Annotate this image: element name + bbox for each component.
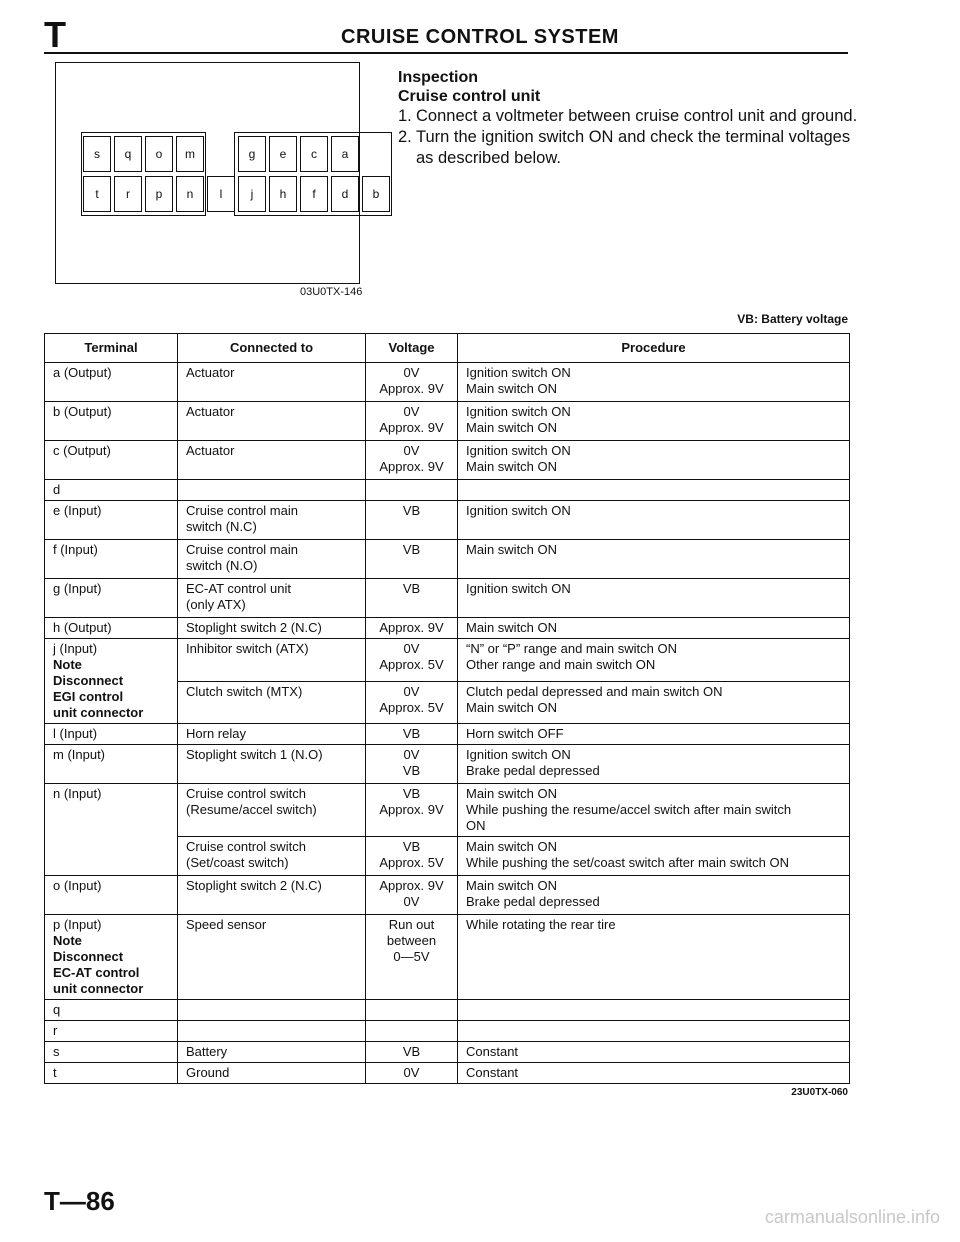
cell-procedure: Constant [458, 1042, 850, 1063]
connector-pin: d [331, 176, 359, 212]
cell-voltage: 0V Approx. 9V [366, 363, 458, 402]
table-row [45, 745, 850, 784]
cell-terminal: h (Output) [45, 618, 178, 639]
table-row [45, 784, 850, 837]
cell-connected: EC-AT control unit (only ATX) [178, 579, 366, 618]
table-row [45, 441, 850, 480]
cell-voltage: VB [366, 540, 458, 579]
cell-procedure: Main switch ON While pushing the resume/accel switch after main switch ON [458, 784, 850, 837]
connector-pin: l [207, 176, 235, 212]
table-row [45, 639, 850, 682]
cell-voltage: Approx. 9V [366, 618, 458, 639]
table-row [45, 480, 850, 501]
connector-pin: e [269, 136, 297, 172]
col-header-procedure: Procedure [458, 334, 850, 363]
cell-connected [178, 1021, 366, 1042]
connector-figure [55, 62, 380, 284]
connector-pin: s [83, 136, 111, 172]
cell-voltage [366, 480, 458, 501]
table-row [45, 618, 850, 639]
connector-diagram [83, 134, 392, 222]
cell-connected: Cruise control main switch (N.C) [178, 501, 366, 540]
col-header-voltage: Voltage [366, 334, 458, 363]
cell-procedure: While rotating the rear tire [458, 915, 850, 1000]
connector-pin: n [176, 176, 204, 212]
cell-connected: Battery [178, 1042, 366, 1063]
cell-connected: Clutch switch (MTX) [178, 681, 366, 724]
table-row [45, 363, 850, 402]
cell-terminal: s [45, 1042, 178, 1063]
step-number: 1. [398, 107, 412, 125]
step-text: Turn the ignition switch ON and check the terminal voltages as described below. [416, 128, 851, 167]
table-row [45, 1021, 850, 1042]
cell-connected: Actuator [178, 441, 366, 480]
cell-procedure: Ignition switch ON Brake pedal depressed [458, 745, 850, 784]
cell-voltage [366, 1021, 458, 1042]
connector-pin: t [83, 176, 111, 212]
inspection-step [398, 127, 858, 169]
cell-procedure [458, 1000, 850, 1021]
cell-voltage: VB [366, 501, 458, 540]
table-row [45, 915, 850, 1000]
connector-gap [207, 136, 238, 172]
cell-terminal: c (Output) [45, 441, 178, 480]
inspection-step [398, 106, 858, 127]
connector-pin: r [114, 176, 142, 212]
connector-pin: p [145, 176, 173, 212]
cell-procedure: Main switch ON [458, 618, 850, 639]
table-code: 23U0TX-060 [791, 1087, 848, 1098]
cell-terminal: d [45, 480, 178, 501]
cell-voltage: VB Approx. 9V [366, 784, 458, 837]
cell-terminal: b (Output) [45, 402, 178, 441]
cell-procedure: Ignition switch ON Main switch ON [458, 402, 850, 441]
connector-pin: c [300, 136, 328, 172]
connector-pin: j [238, 176, 266, 212]
terminal-label: j (Input) [53, 641, 98, 656]
terminal-label: p (Input) [53, 917, 102, 932]
table-row [45, 540, 850, 579]
cell-connected: Cruise control switch (Set/coast switch) [178, 837, 366, 876]
terminal-note: Note Disconnect EC-AT control unit connector [53, 933, 144, 996]
battery-voltage-note: VB: Battery voltage [737, 312, 848, 326]
cell-voltage: VB [366, 1042, 458, 1063]
cell-connected: Ground [178, 1063, 366, 1084]
table-row [45, 1000, 850, 1021]
cell-connected: Cruise control switch (Resume/accel switch) [178, 784, 366, 837]
cell-voltage: Run out between 0—5V [366, 915, 458, 1000]
cell-voltage: 0V Approx. 5V [366, 681, 458, 724]
cell-procedure: “N” or “P” range and main switch ON Other range and main switch ON [458, 639, 850, 682]
table-row [45, 501, 850, 540]
cell-terminal: n (Input) [45, 784, 178, 876]
cell-terminal: a (Output) [45, 363, 178, 402]
connector-pin: f [300, 176, 328, 212]
cell-terminal: f (Input) [45, 540, 178, 579]
connector-pin: m [176, 136, 204, 172]
cell-terminal: t [45, 1063, 178, 1084]
connector-pin: a [331, 136, 359, 172]
cell-procedure: Ignition switch ON Main switch ON [458, 441, 850, 480]
cell-connected: Stoplight switch 2 (N.C) [178, 876, 366, 915]
connector-pin: h [269, 176, 297, 212]
cell-procedure [458, 1021, 850, 1042]
terminal-voltage-table [44, 333, 850, 1084]
cell-connected [178, 480, 366, 501]
table-row [45, 1063, 850, 1084]
cell-procedure: Ignition switch ON [458, 501, 850, 540]
table-row [45, 876, 850, 915]
cell-procedure: Ignition switch ON [458, 579, 850, 618]
cell-procedure: Ignition switch ON Main switch ON [458, 363, 850, 402]
cell-connected: Speed sensor [178, 915, 366, 1000]
step-text: Connect a voltmeter between cruise control unit and ground. [416, 107, 858, 125]
cell-procedure: Main switch ON Brake pedal depressed [458, 876, 850, 915]
table-row [45, 579, 850, 618]
cell-procedure: Constant [458, 1063, 850, 1084]
inspection-subheading: Cruise control unit [398, 88, 541, 105]
col-header-terminal: Terminal [45, 334, 178, 363]
page-number: T—86 [44, 1186, 115, 1216]
cell-procedure: Main switch ON While pushing the set/coast switch after main switch ON [458, 837, 850, 876]
header-rule [44, 52, 848, 54]
terminal-note: Note Disconnect EGI control unit connector [53, 657, 144, 720]
cell-voltage: VB [366, 724, 458, 745]
table-row [45, 1042, 850, 1063]
cell-voltage: 0V Approx. 5V [366, 639, 458, 682]
connector-bottom-row [83, 176, 393, 216]
cell-terminal [45, 915, 178, 1000]
step-number: 2. [398, 128, 412, 146]
cell-connected: Inhibitor switch (ATX) [178, 639, 366, 682]
cell-voltage: Approx. 9V 0V [366, 876, 458, 915]
inspection-heading: Inspection [398, 69, 479, 86]
cell-connected: Stoplight switch 1 (N.O) [178, 745, 366, 784]
table-header-row [45, 334, 850, 363]
cell-voltage: VB [366, 579, 458, 618]
cell-terminal: g (Input) [45, 579, 178, 618]
cell-voltage: 0V [366, 1063, 458, 1084]
figure-code: 03U0TX-146 [300, 286, 363, 298]
connector-top-row [83, 136, 362, 176]
section-letter: T [44, 14, 66, 55]
cell-terminal: e (Input) [45, 501, 178, 540]
cell-procedure: Clutch pedal depressed and main switch ON Main switch ON [458, 681, 850, 724]
watermark: carmanualsonline.info [764, 1207, 940, 1227]
cell-connected: Horn relay [178, 724, 366, 745]
cell-terminal: r [45, 1021, 178, 1042]
table-row [45, 402, 850, 441]
cell-terminal [45, 639, 178, 724]
cell-voltage [366, 1000, 458, 1021]
connector-pin: q [114, 136, 142, 172]
col-header-connected: Connected to [178, 334, 366, 363]
cell-terminal: q [45, 1000, 178, 1021]
cell-voltage: VB Approx. 5V [366, 837, 458, 876]
cell-connected: Stoplight switch 2 (N.C) [178, 618, 366, 639]
cell-voltage: 0V VB [366, 745, 458, 784]
cell-terminal: o (Input) [45, 876, 178, 915]
cell-connected: Actuator [178, 402, 366, 441]
cell-connected: Cruise control main switch (N.O) [178, 540, 366, 579]
cell-terminal: m (Input) [45, 745, 178, 784]
cell-connected: Actuator [178, 363, 366, 402]
page-title: CRUISE CONTROL SYSTEM [341, 26, 619, 48]
cell-terminal: l (Input) [45, 724, 178, 745]
cell-procedure: Main switch ON [458, 540, 850, 579]
cell-procedure: Horn switch OFF [458, 724, 850, 745]
connector-pin: b [362, 176, 390, 212]
cell-voltage: 0V Approx. 9V [366, 441, 458, 480]
inspection-section [398, 68, 858, 169]
cell-connected [178, 1000, 366, 1021]
cell-procedure [458, 480, 850, 501]
connector-pin: g [238, 136, 266, 172]
table-row [45, 724, 850, 745]
connector-pin: o [145, 136, 173, 172]
cell-voltage: 0V Approx. 9V [366, 402, 458, 441]
